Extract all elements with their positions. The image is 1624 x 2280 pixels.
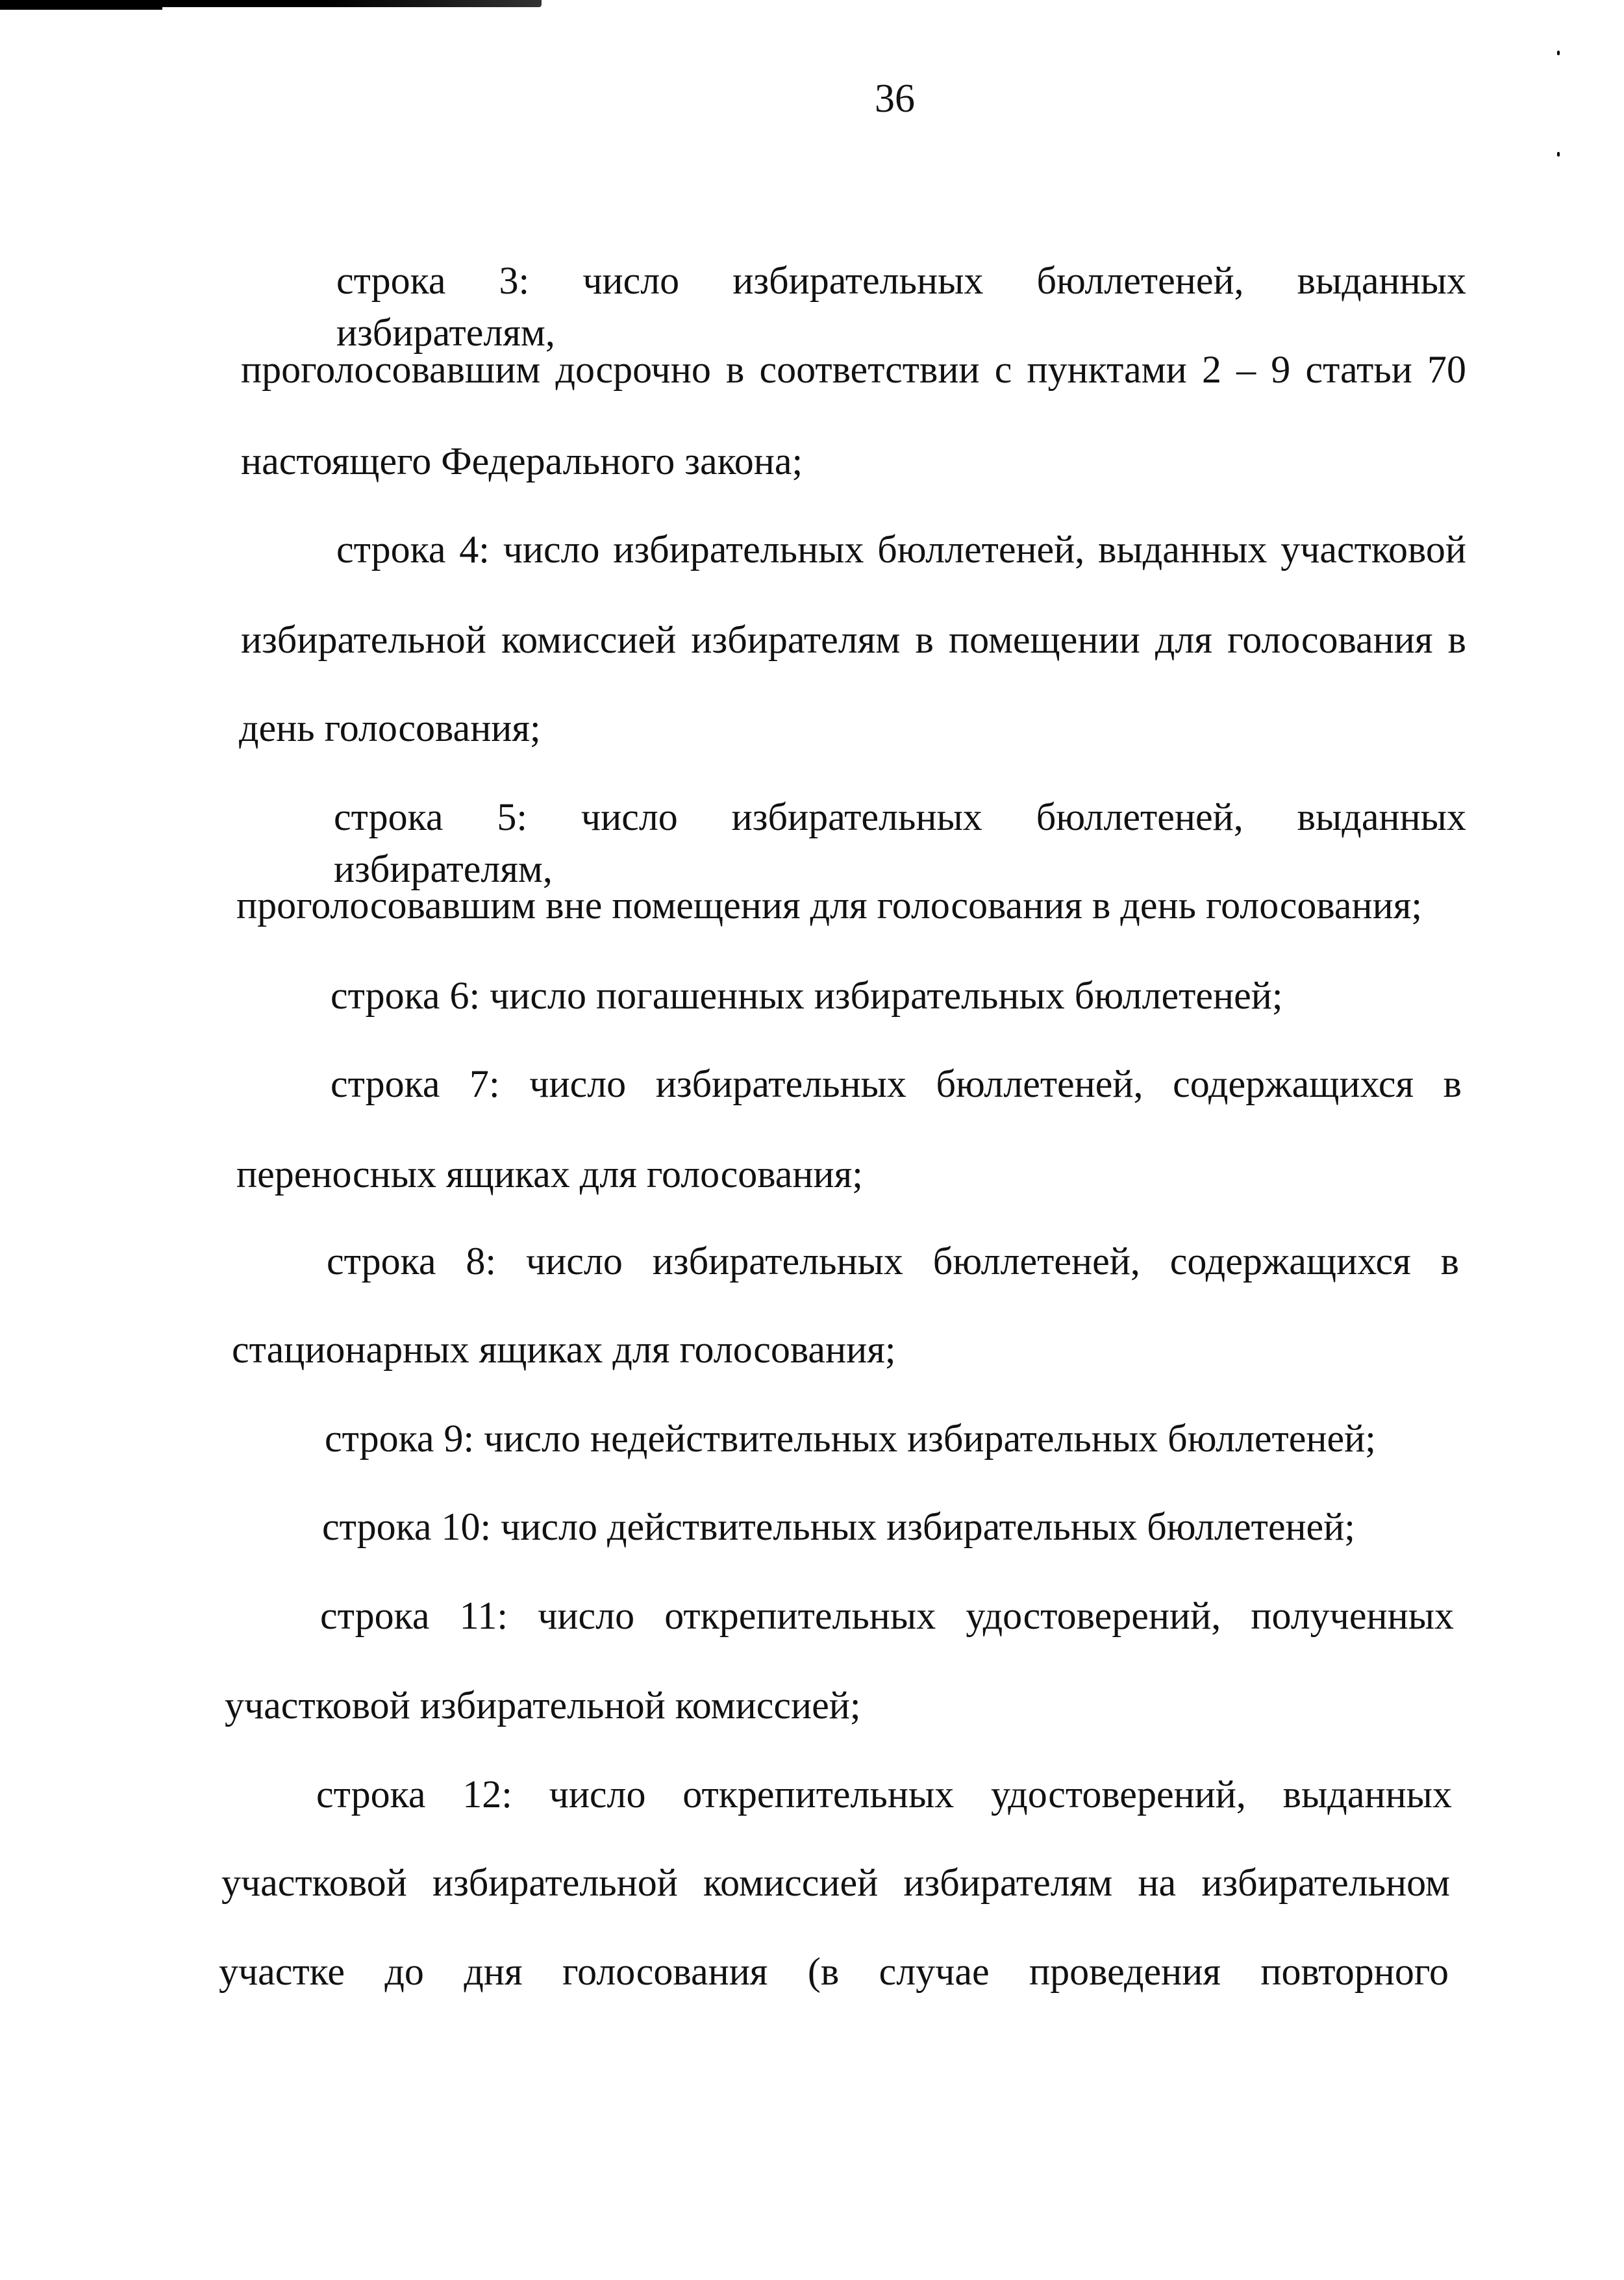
text-line: строка 4: число избирательных бюллетеней, выданных участковой	[336, 528, 1466, 571]
text-line: настоящего Федерального закона;	[241, 440, 803, 482]
text-line: строка 6: число погашенных избирательных бюллетеней;	[331, 974, 1283, 1017]
text-line: проголосовавшим вне помещения для голосования в день голосования;	[236, 884, 1423, 927]
text-line: проголосовавшим досрочно в соответствии с пунктами 2 – 9 статьи 70	[241, 348, 1466, 391]
scan-edge-mark	[0, 6, 162, 10]
text-line: строка 8: число избирательных бюллетеней, содержащихся в	[327, 1240, 1459, 1283]
text-line: строка 3: число избирательных бюллетеней, выданных избирателям,	[336, 259, 1466, 354]
scan-speck	[1557, 51, 1560, 55]
text-line: стационарных ящиках для голосования;	[232, 1328, 896, 1371]
text-line: строка 11: число открепительных удостоверений, полученных	[320, 1594, 1454, 1637]
text-line: переносных ящиках для голосования;	[236, 1153, 863, 1196]
text-line: участковой избирательной комиссией избирателям на избирательном	[221, 1861, 1450, 1904]
text-line: строка 10: число действительных избирательных бюллетеней;	[322, 1505, 1355, 1548]
text-line: избирательной комиссией избирателям в помещении для голосования в	[241, 618, 1466, 661]
text-line: строка 5: число избирательных бюллетеней, выданных избирателям,	[334, 795, 1466, 890]
text-line: строка 7: число избирательных бюллетеней, содержащихся в	[331, 1062, 1462, 1105]
text-line: строка 12: число открепительных удостоверений, выданных	[316, 1773, 1452, 1816]
text-line: участке до дня голосования (в случае проведения повторного	[219, 1950, 1449, 1993]
page-number: 36	[875, 77, 915, 121]
text-line: день голосования;	[239, 707, 541, 749]
scan-speck	[1557, 152, 1560, 157]
text-line: участковой избирательной комиссией;	[225, 1684, 861, 1727]
text-line: строка 9: число недействительных избирательных бюллетеней;	[325, 1417, 1376, 1460]
